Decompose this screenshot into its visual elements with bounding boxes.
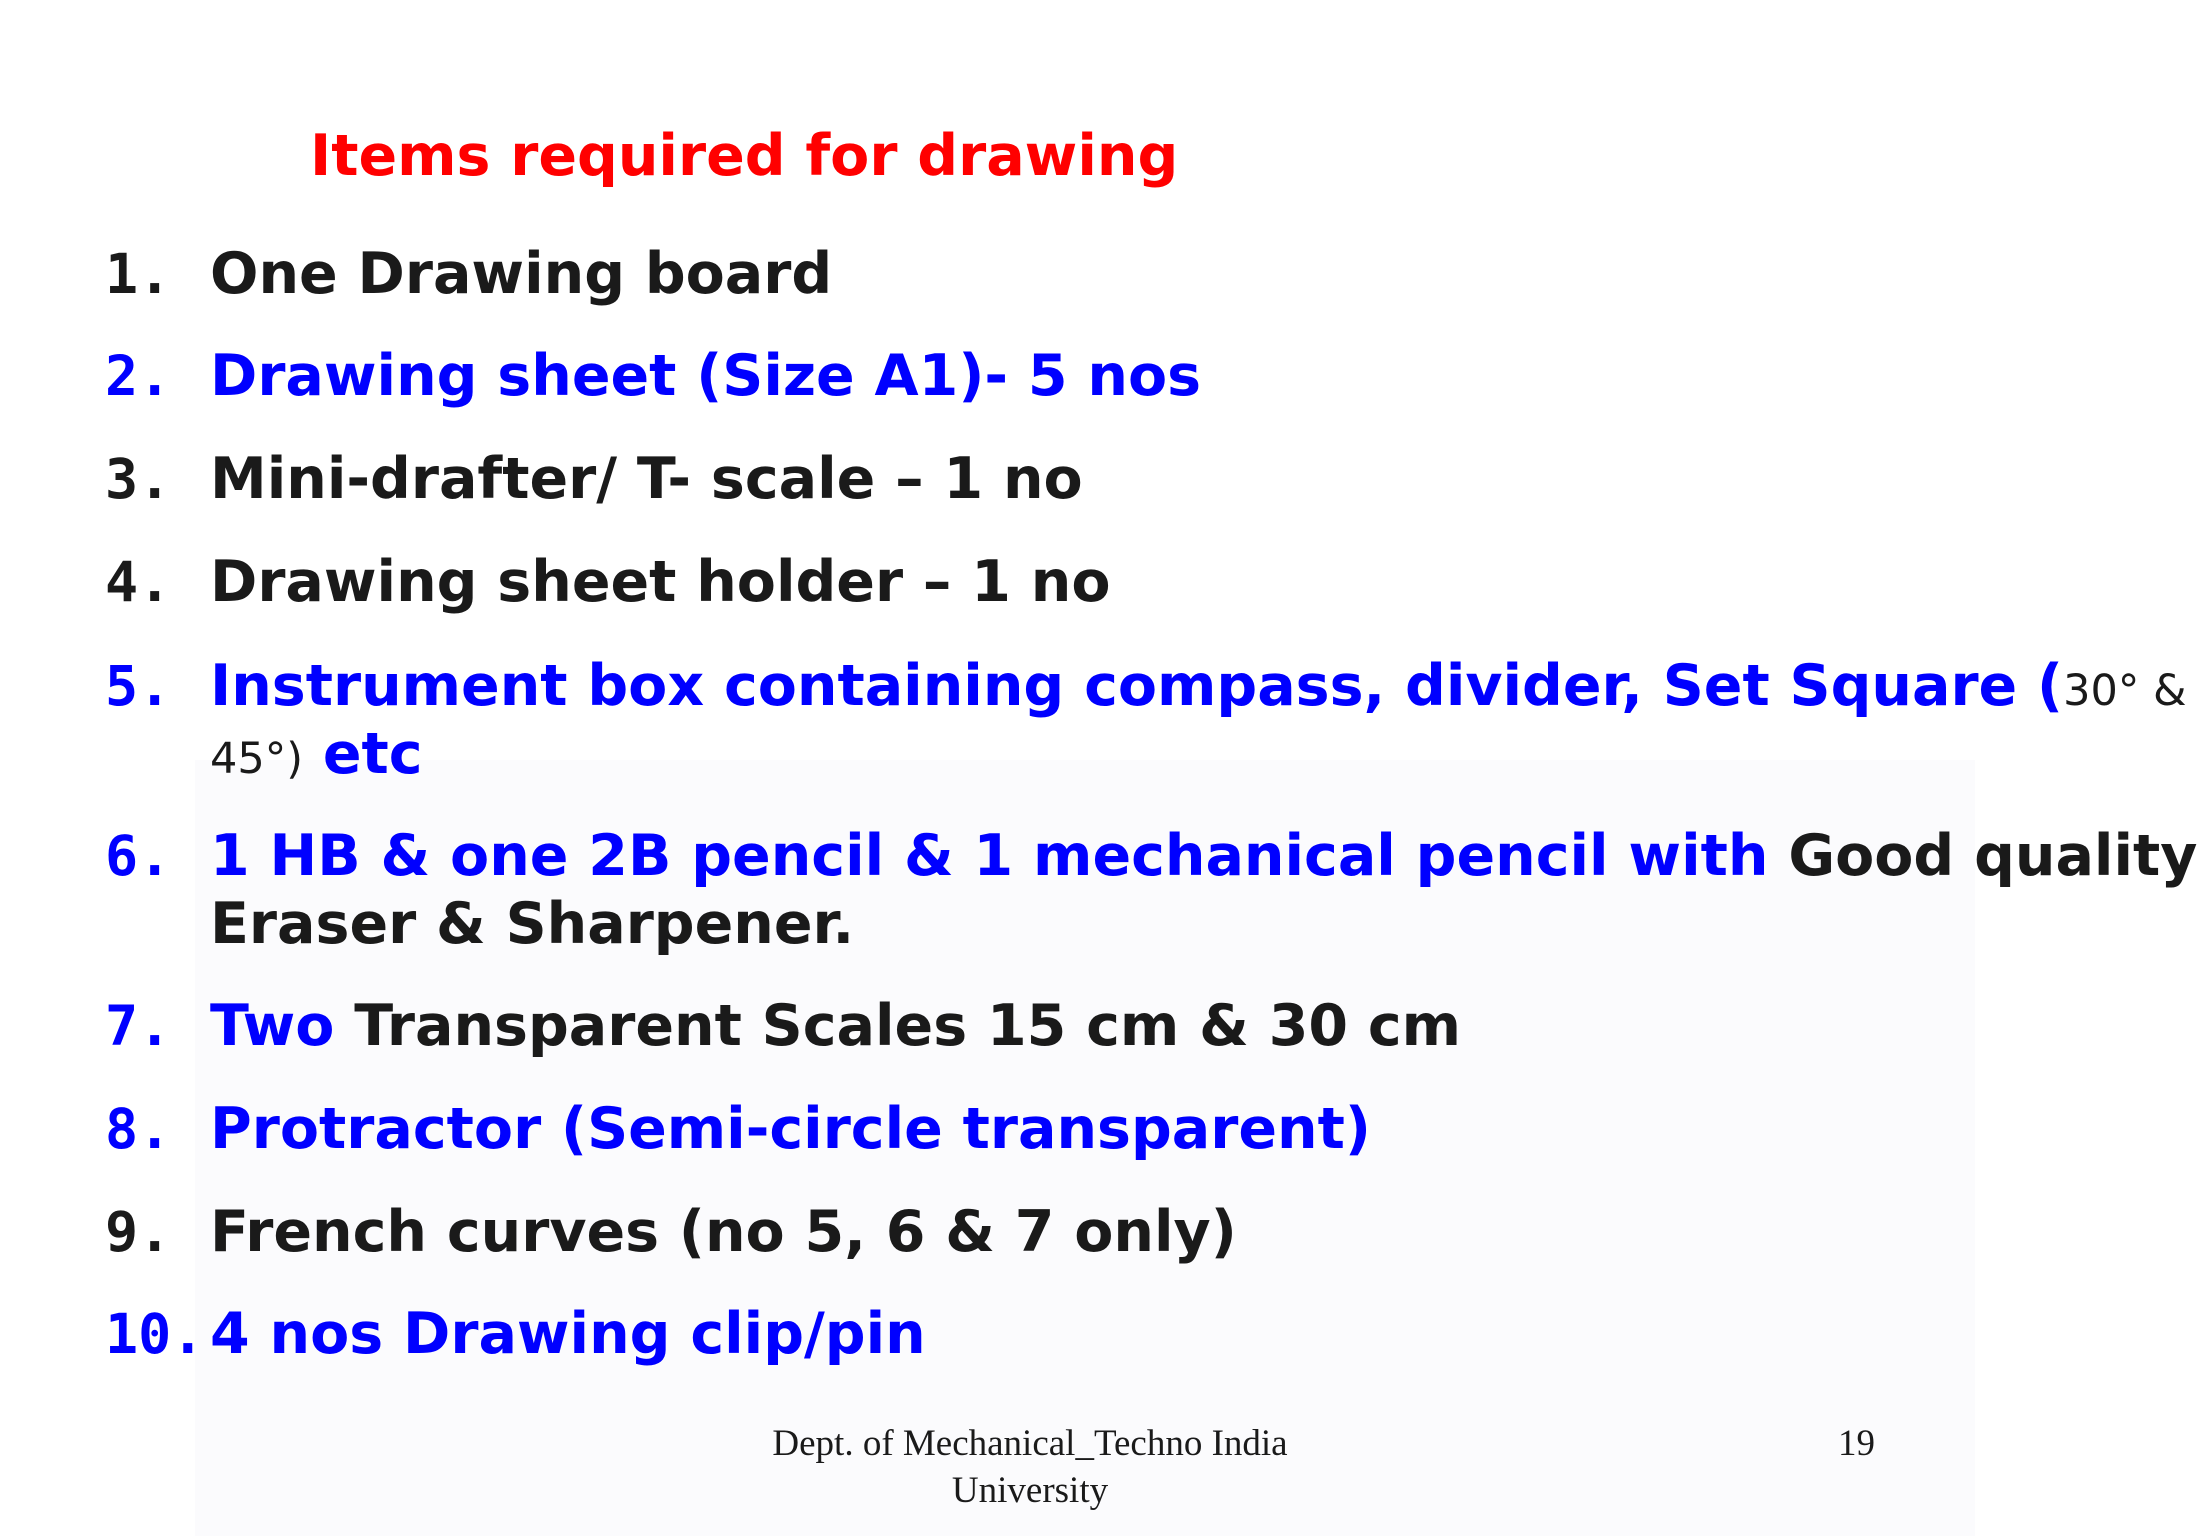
item-number: 1. (105, 242, 172, 306)
footer (700, 1420, 1360, 1514)
footer-line: University (951, 1470, 1109, 1511)
item-text-line-1 (210, 652, 2187, 725)
item-number: 6. (105, 824, 172, 888)
item-text-part: Two (210, 993, 355, 1059)
item-text-part: 30° & (2063, 666, 2187, 716)
item-text-part: Good quality (1788, 823, 2197, 889)
item-number: 2. (105, 344, 172, 408)
item-number: 4. (105, 550, 172, 614)
item-text (210, 992, 1461, 1060)
slide-title: Items required for drawing (310, 123, 1179, 189)
item-text: Drawing sheet (Size A1)- 5 nos (210, 343, 1202, 409)
item-number: 7. (105, 994, 172, 1058)
item-text-part: 1 HB & one 2B pencil & 1 mechanical pencil with (210, 823, 1789, 889)
item-number: 10. (105, 1302, 205, 1366)
item-text-part: etc (303, 721, 423, 787)
item-text-part: 45°) (210, 734, 303, 784)
list-item (105, 652, 2187, 792)
item-text-line-1 (210, 822, 2197, 890)
item-number: 9. (105, 1200, 172, 1264)
item-text: Drawing sheet holder – 1 no (210, 549, 1111, 615)
item-text-line-2 (210, 720, 423, 793)
page-number: 19 (1838, 1423, 1875, 1464)
list-item (105, 822, 2197, 962)
item-text: One Drawing board (210, 241, 833, 307)
item-text-part: Transparent Scales 15 cm & 30 cm (354, 993, 1462, 1059)
item-number: 8. (105, 1097, 172, 1161)
item-text: Protractor (Semi-circle transparent) (210, 1096, 1371, 1162)
item-number: 5. (105, 654, 172, 718)
item-text-line-2: Eraser & Sharpener. (210, 891, 855, 957)
item-number: 3. (105, 447, 172, 511)
item-text-part: Instrument box containing compass, divider, Set Square ( (210, 653, 2064, 719)
item-text: Mini-drafter/ T- scale – 1 no (210, 446, 1083, 512)
item-text: 4 nos Drawing clip/pin (210, 1301, 926, 1367)
item-text: French curves (no 5, 6 & 7 only) (210, 1199, 1237, 1265)
footer-line: Dept. of Mechanical_Techno India (772, 1423, 1288, 1464)
